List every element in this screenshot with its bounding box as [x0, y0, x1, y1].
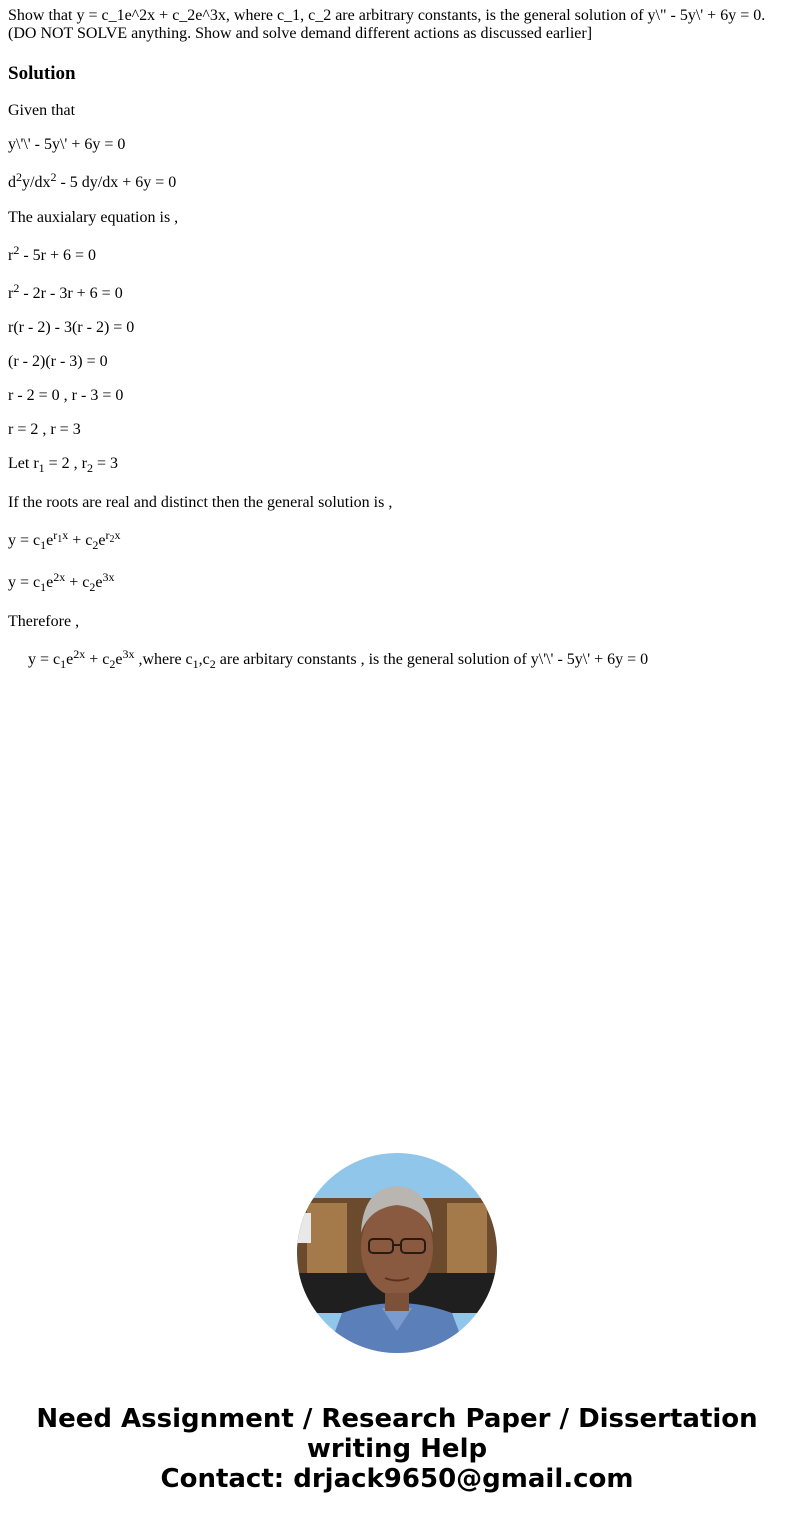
- footer-line-2: writing Help: [306, 1434, 488, 1464]
- factor-step-1: r(r - 2) - 3(r - 2) = 0: [8, 319, 135, 336]
- general-solution-form: $y = c_1e^{r_1x} + c_2e^{r_2x}$: [8, 528, 121, 552]
- factor-step-2: (r - 2)(r - 3) = 0: [8, 353, 108, 370]
- author-photo: [297, 1153, 497, 1353]
- roots-values: r = 2 , r = 3: [8, 421, 81, 438]
- footer-contact: Contact: drjack9650@gmail.com: [160, 1464, 634, 1494]
- auxiliary-intro: The auxialary equation is ,: [8, 209, 179, 226]
- ode-leibniz-equation: $d^2y/dx^2 - 5$ dy/dx + 6y = 0: [8, 170, 177, 191]
- therefore-text: Therefore ,: [8, 613, 80, 630]
- given-text: Given that: [8, 102, 76, 119]
- conclusion-statement: $y = c_1e^{2x} + c_2e^{3x}$ ,where $c_1,c_2$ are arbitary constants , is the general solution of y\'\' - 5y\' + 6y = 0: [28, 647, 649, 671]
- let-roots: Let $r_1 = 2$ , $r_2 = 3$: [8, 455, 119, 475]
- question-text: Show that y = c_1e^2x + c_2e^3x, where c_1, c_2 are arbitrary constants, is the general solution of y\" - 5y\' + 6y = 0. (DO NOT SOLVE anything. Show and solve demand different actions as discussed earlier]: [8, 7, 766, 42]
- roots-equations: r - 2 = 0 , r - 3 = 0: [8, 387, 124, 404]
- footer-line-1: Need Assignment / Research Paper / Dissertation: [36, 1404, 758, 1434]
- contact-footer: [0, 1404, 794, 1494]
- solution-heading: Solution: [8, 63, 76, 84]
- specific-solution: $y = c_1e^{2x} + c_2e^{3x}$: [8, 570, 115, 594]
- ode-equation: y\'\' - 5y\' + 6y = 0: [8, 136, 126, 153]
- auxiliary-split-equation: $r^2 - 2r - 3r + 6 = 0$: [8, 281, 123, 302]
- author-photo-illustration: [297, 1153, 497, 1353]
- auxiliary-equation: $r^2 - 5r + 6 = 0$: [8, 243, 97, 264]
- distinct-roots-text: If the roots are real and distinct then the general solution is ,: [8, 494, 393, 511]
